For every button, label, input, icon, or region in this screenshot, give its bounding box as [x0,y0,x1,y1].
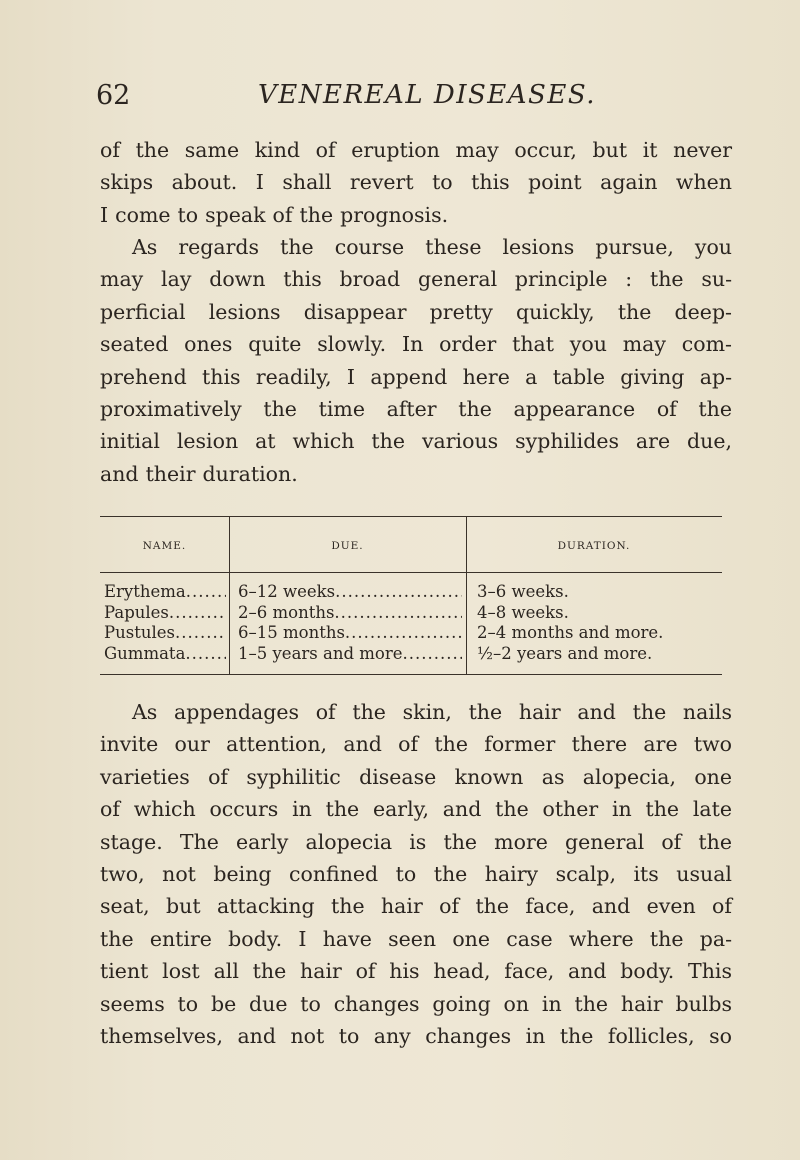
text-line: I come to speak of the prognosis. [100,202,449,227]
text-line: tient lost all the hair of his head, face, and body. This [100,959,732,984]
text-line: As appendages of the skin, the hair and the nails [132,700,732,724]
cell-duration: 2–4 months and more. [477,623,664,642]
column-header-name: NAME. [142,540,187,552]
text-line: skips about. I shall revert to this point again when [100,170,732,195]
table-row [100,603,722,624]
cell-duration: ½–2 years and more. [477,643,653,663]
text-line: prehend this readily, I append here a table giving ap- [100,364,732,389]
cell-due: 1–5 years and more ..... [238,644,462,665]
running-head: VENEREAL DISEASES. [258,80,596,110]
cell-name: Pustules ..... [104,623,226,644]
cell-name: Erythema ..... [104,582,226,603]
paragraph-course-of-lesions [100,231,732,490]
text-line: seated ones quite slowly. In order that you may com- [100,332,732,357]
text-line: may lay down this broad general principle : the su- [100,267,732,292]
cell-duration: 4–8 weeks. [477,602,569,622]
text-line: of which occurs in the early, and the other in the late [100,797,732,822]
paragraph-alopecia [100,696,732,1052]
text-line: perficial lesions disappear pretty quickly, the deep- [100,299,732,324]
table-header-rule [100,572,722,573]
text-line: seat, but attacking the hair of the face, and even of [100,894,732,919]
text-line: initial lesion at which the various syphilides are due, [100,429,732,454]
paragraph-continuation [100,134,732,231]
table-row [100,644,722,665]
table-body [100,582,722,664]
page-header [96,80,636,116]
text-line: varieties of syphilitic disease known as alopecia, one [100,764,732,789]
text-line: themselves, and not to any changes in the follicles, so [100,1023,732,1048]
table-row [100,582,722,603]
syphilides-table [100,516,722,678]
cell-due: 6–12 weeks ..... [238,582,462,603]
page-number: 62 [96,80,131,111]
text-line: the entire body. I have seen one case where the pa- [100,926,732,951]
table-bottom-rule [100,674,722,675]
cell-due: 2–6 months ..... [238,603,462,624]
cell-name: Gummata ..... [104,644,226,665]
table-row [100,623,722,644]
cell-name: Papules ..... [104,603,226,624]
text-line: invite our attention, and of the former there are two [100,732,732,757]
column-header-duration: DURATION. [557,540,631,552]
text-line: proximatively the time after the appearance of the [100,396,732,421]
cell-due: 6–15 months ..... [238,623,462,644]
text-line: As regards the course these lesions pursue, you [132,235,732,259]
table-top-rule [100,516,722,517]
column-header-due: DUE. [331,540,364,552]
text-line: two, not being confined to the hairy scalp, its usual [100,861,732,886]
cell-duration: 3–6 weeks. [477,582,569,601]
text-line: and their duration. [100,461,298,486]
text-line: stage. The early alopecia is the more general of the [100,829,732,854]
text-line: seems to be due to changes going on in the hair bulbs [100,991,732,1016]
text-line: of the same kind of eruption may occur, but it never [100,138,732,162]
